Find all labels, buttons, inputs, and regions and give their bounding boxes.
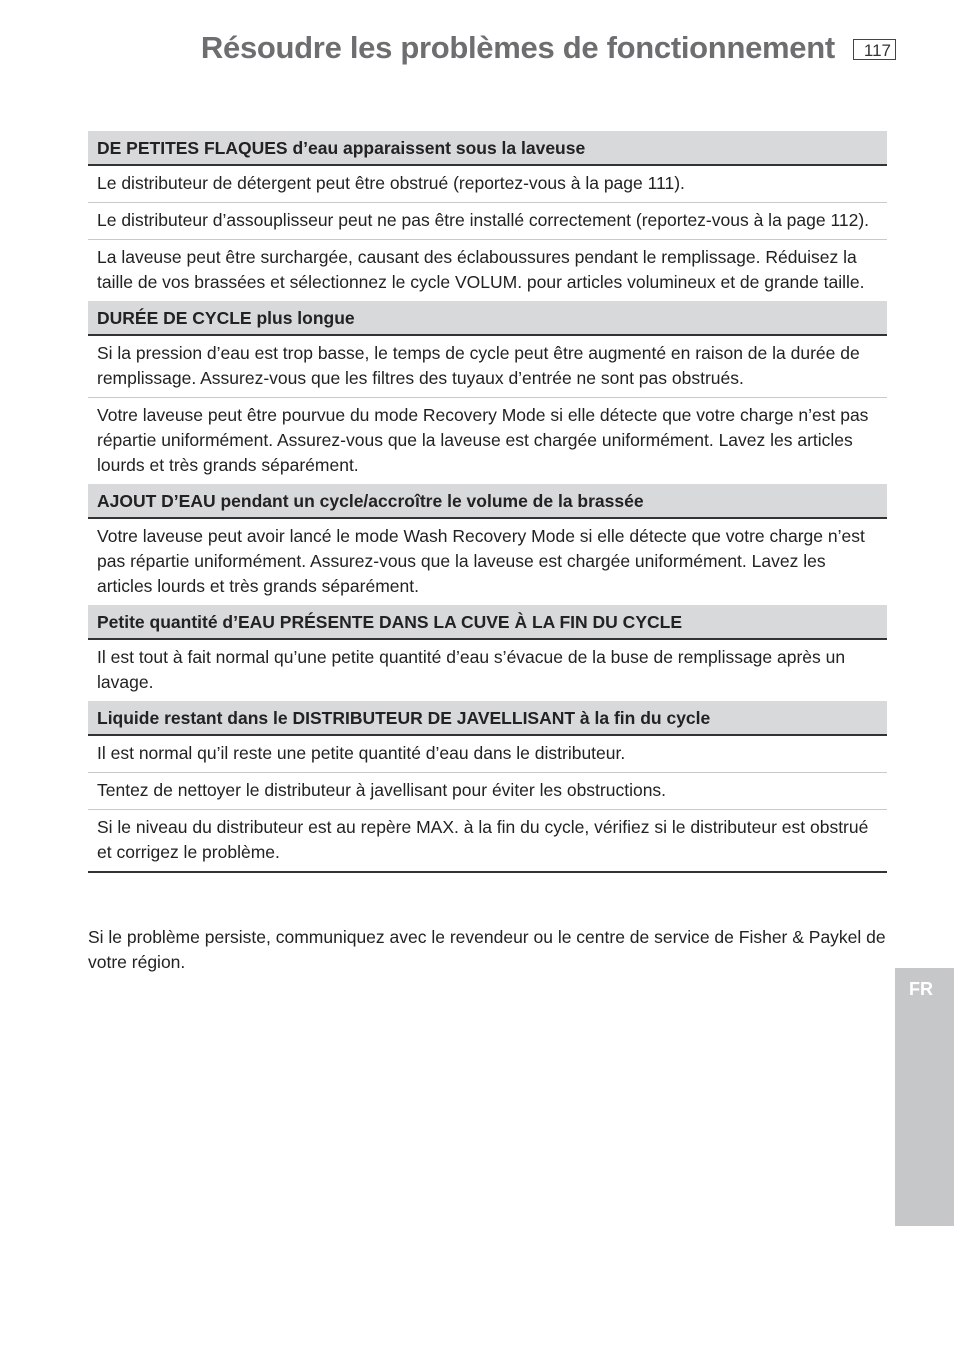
language-tab-label: FR — [909, 979, 933, 999]
table-row: Il est normal qu’il reste une petite quantité d’eau dans le distributeur. — [88, 736, 887, 773]
page-header — [201, 30, 896, 66]
section-heading-small-puddles: DE PETITES FLAQUES d’eau apparaissent sous la laveuse — [88, 131, 887, 166]
table-row: Il est tout à fait normal qu’une petite quantité d’eau s’évacue de la buse de remplissage après un lavage. — [97, 647, 846, 692]
section-heading-bleach-dispenser: Liquide restant dans le DISTRIBUTEUR DE JAVELLISANT à la fin du cycle — [88, 701, 887, 736]
table-row: Le distributeur de détergent peut être obstrué (reportez-vous à la page 111). — [88, 166, 887, 203]
table-row: Le distributeur d’assouplisseur peut ne pas être installé correctement (reportez-vous à la page 112). — [88, 203, 887, 240]
section-heading-water-in-tub: Petite quantité d’EAU PRÉSENTE DANS LA CUVE À LA FIN DU CYCLE — [88, 605, 887, 640]
section-heading-longer-cycle: DURÉE DE CYCLE plus longue — [88, 301, 887, 336]
section-heading-water-added: AJOUT D’EAU pendant un cycle/accroître le volume de la brassée — [88, 484, 887, 519]
table-row: La laveuse peut être surchargée, causant des éclaboussures pendant le remplissage. Réduisez la taille de vos brassées et sélectionnez le cycle VOLUM. pour articles volumineux et de grande taille. — [97, 247, 865, 292]
language-tab — [895, 968, 954, 1226]
table-row: Tentez de nettoyer le distributeur à javellisant pour éviter les obstructions. — [88, 773, 887, 810]
table-row: Si le niveau du distributeur est au repère MAX. à la fin du cycle, vérifiez si le distributeur est obstrué et corrigez le problème. — [88, 810, 887, 873]
page-title: Résoudre les problèmes de fonctionnement — [200, 30, 835, 65]
footer-note: Si le problème persiste, communiquez avec le revendeur ou le centre de service de Fisher & Paykel de votre région. — [88, 926, 886, 972]
troubleshooting-table — [88, 131, 887, 873]
page-number: 117 — [853, 39, 896, 60]
table-row: Si la pression d’eau est trop basse, le temps de cycle peut être augmenté en raison de la durée de remplissage. Assurez-vous que les filtres des tuyaux d’entrée ne sont pas obstrués. — [88, 336, 887, 398]
table-row: Votre laveuse peut être pourvue du mode Recovery Mode si elle détecte que votre charge n’est pas répartie uniformément. Assurez-vous que la laveuse est chargée uniformément. Lavez les articles lourds et très grands séparément. — [97, 405, 869, 475]
table-row: Votre laveuse peut avoir lancé le mode Wash Recovery Mode si elle détecte que votre charge n’est pas répartie uniformément. Assurez-vous que la laveuse est chargée uniformément. Lavez les articles lourds et très grands séparément. — [97, 526, 865, 596]
